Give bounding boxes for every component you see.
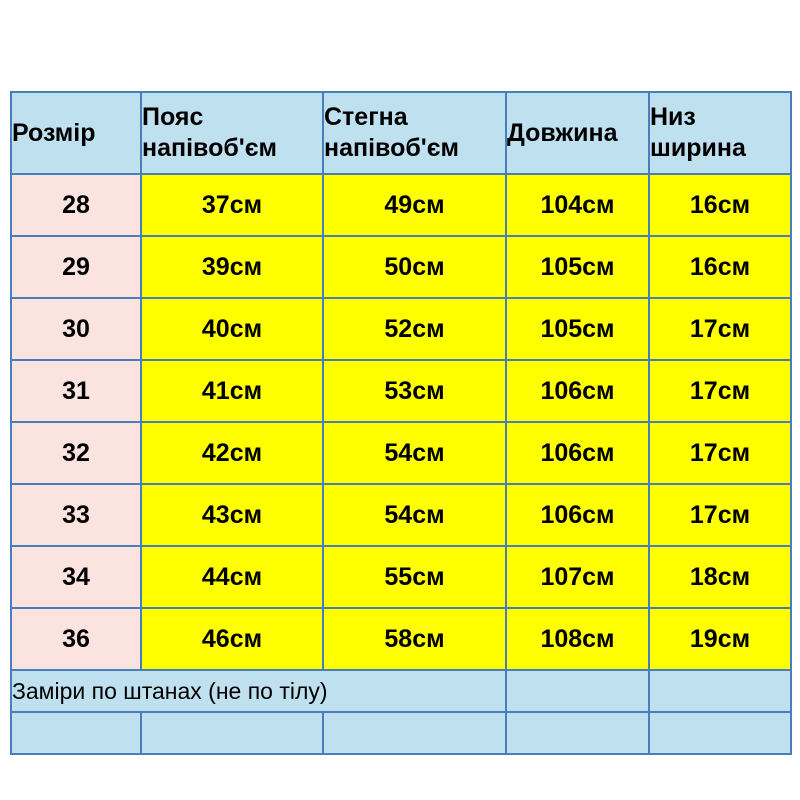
cell-bottom: 18см [649,546,791,608]
cell-hip: 50см [323,236,506,298]
header-bottom [649,92,791,174]
cell-bottom: 17см [649,298,791,360]
cell-size: 29 [11,236,141,298]
cell-size: 32 [11,422,141,484]
cell-bottom: 17см [649,484,791,546]
header-hip-line2: напівоб'єм [324,134,460,162]
cell-hip: 54см [323,422,506,484]
cell-length: 105см [506,298,649,360]
cell-waist: 46см [141,608,323,670]
header-size-line1: Розмір [12,118,96,147]
cell-hip: 58см [323,608,506,670]
cell-waist: 37см [141,174,323,236]
empty-cell [649,712,791,754]
header-length [506,92,649,174]
cell-waist: 41см [141,360,323,422]
cell-hip: 52см [323,298,506,360]
cell-bottom: 16см [649,236,791,298]
header-hip [323,92,506,174]
cell-length: 106см [506,422,649,484]
size-chart-table [10,91,792,755]
table-row [11,484,791,546]
measurement-note: Заміри по штанах (не по тілу) [11,670,506,712]
cell-bottom: 16см [649,174,791,236]
cell-hip: 54см [323,484,506,546]
cell-bottom: 19см [649,608,791,670]
cell-waist: 44см [141,546,323,608]
cell-size: 33 [11,484,141,546]
cell-length: 106см [506,484,649,546]
empty-cell [141,712,323,754]
cell-bottom: 17см [649,360,791,422]
table-empty-row [11,712,791,754]
cell-waist: 40см [141,298,323,360]
table-note-row [11,670,791,712]
header-bottom-line1: Низ [650,103,696,131]
empty-cell [323,712,506,754]
header-length-line1: Довжина [507,118,618,147]
header-size [11,92,141,174]
empty-cell [11,712,141,754]
table-header-row [11,92,791,174]
header-waist-line1: Пояс [142,103,204,131]
cell-length: 107см [506,546,649,608]
cell-size: 30 [11,298,141,360]
note-blank-cell [506,670,649,712]
header-hip-line1: Стегна [324,103,408,131]
empty-cell [506,712,649,754]
note-blank-cell [649,670,791,712]
cell-size: 31 [11,360,141,422]
cell-hip: 49см [323,174,506,236]
cell-waist: 42см [141,422,323,484]
header-waist [141,92,323,174]
header-waist-line2: напівоб'єм [142,134,278,162]
table-row [11,298,791,360]
cell-size: 34 [11,546,141,608]
cell-waist: 39см [141,236,323,298]
table-row [11,174,791,236]
cell-length: 105см [506,236,649,298]
cell-hip: 53см [323,360,506,422]
cell-length: 106см [506,360,649,422]
table-row [11,422,791,484]
cell-hip: 55см [323,546,506,608]
table-row [11,608,791,670]
cell-length: 104см [506,174,649,236]
table-row [11,360,791,422]
cell-waist: 43см [141,484,323,546]
cell-size: 28 [11,174,141,236]
cell-length: 108см [506,608,649,670]
header-bottom-line2: ширина [650,134,746,162]
table-row [11,546,791,608]
cell-bottom: 17см [649,422,791,484]
cell-size: 36 [11,608,141,670]
table-row [11,236,791,298]
